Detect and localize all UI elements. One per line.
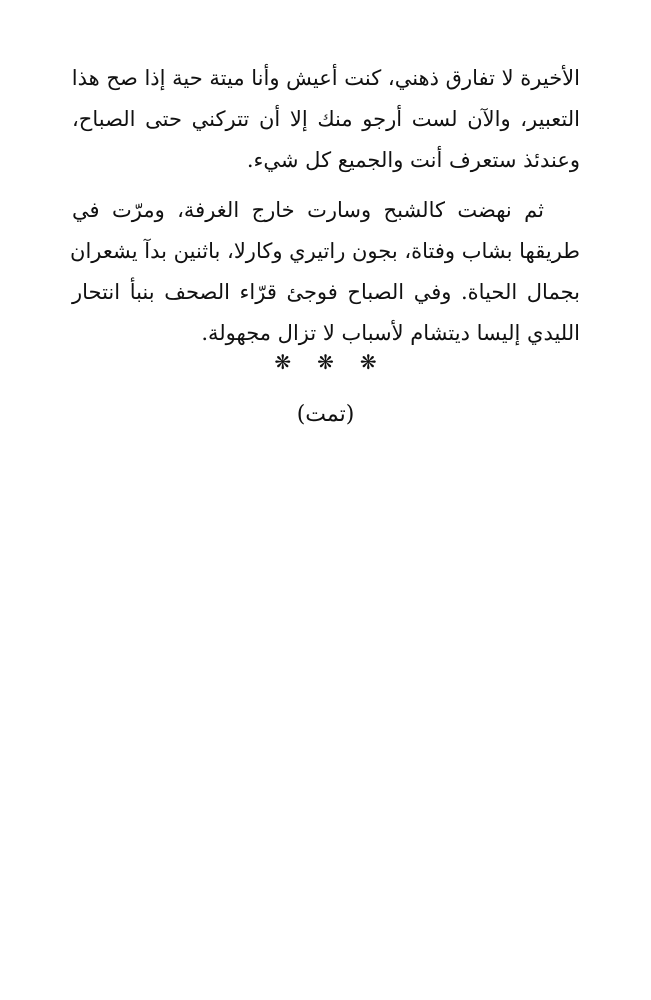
paragraph-line: التعبير، والآن لست أرجو منك إلا أن تتركني حتى الصباح، xyxy=(72,107,580,131)
paragraph-line: بجمال الحياة. وفي الصباح فوجئ قرّاء الصحف بنبأ انتحار xyxy=(72,280,580,304)
separator-glyph: ❋ xyxy=(359,350,377,374)
paragraph-line: وعندئذ ستعرف أنت والجميع كل شيء. xyxy=(246,148,580,172)
end-mark: (تمت) xyxy=(296,402,355,427)
separator-glyph: ❋ xyxy=(317,350,334,374)
paragraph-line: طريقها بشاب وفتاة، بجون راتيري وكارلا، باثنين بدآ يشعران xyxy=(70,239,580,263)
separator-glyph: ❋ xyxy=(274,350,292,374)
paragraph-line: الليدي إليسا ديتشام لأسباب لا تزال مجهولة. xyxy=(201,321,580,345)
paragraph-line: الأخيرة لا تفارق ذهني، كنت أعيش وأنا ميتة حية إذا صح هذا xyxy=(71,66,580,90)
paragraph-2 xyxy=(72,190,580,354)
section-separator xyxy=(0,350,651,374)
paragraph-line: ثم نهضت كالشبح وسارت خارج الغرفة، ومرّت في xyxy=(72,198,544,222)
paragraph-1 xyxy=(72,58,580,181)
